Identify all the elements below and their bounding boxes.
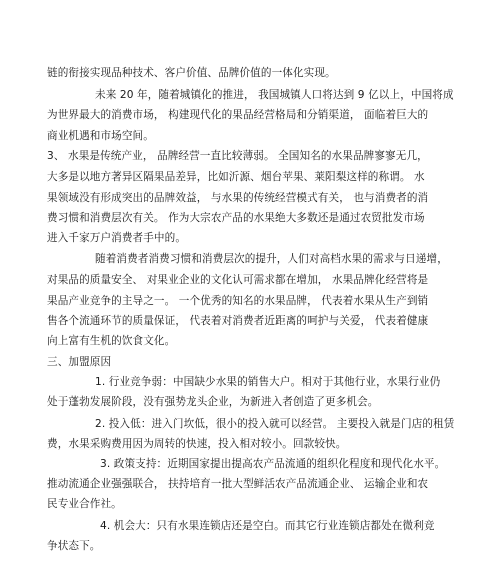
text-line-19: 费，水果采购费用因为周转的快速，投入相对较小。回款较快。 — [47, 437, 347, 450]
text-line-8: 费习惯和消费层次有关。 作为大宗农产品的水果绝大多数还是通过农贸批发市场 — [47, 211, 425, 224]
text-line-11: 对果品的质量安全、 对果业企业的文化认可需求都在增加， 水果品牌化经营将是 — [47, 273, 429, 286]
text-line-12: 果品产业竞争的主导之一。 一个优秀的知名的水果品牌， 代表着水果从生产到销 — [47, 294, 429, 307]
text-line-21: 推动流通企业强强联合， 扶持培育一批大型鲜活农产品流通企业、 运输企业和农 — [47, 478, 429, 491]
text-line-24: 争状态下。 — [47, 540, 101, 552]
text-line-14: 向上富有生机的饮食文化。 — [47, 334, 176, 347]
text-line-18: 2. 投入低：进入门坎低，很小的投入就可以经营。 主要投入就是门店的租赁 — [95, 417, 455, 430]
text-line-13: 售各个流通环节的质量保证， 代表着对消费者近距离的呵护与关爱， 代表着健康 — [47, 314, 429, 327]
text-line-10: 随着消费者消费习惯和消费层次的提升，人们对高档水果的需求与日递增， — [95, 252, 448, 265]
text-line-7: 果领域没有形成突出的品牌效益， 与水果的传统经营模式有关， 也与消费者的消 — [47, 191, 429, 204]
text-line-5: 3、 水果是传统产业， 品牌经营一直比较薄弱。 全国知名的水果品牌寥寥无几， — [47, 149, 428, 162]
text-line-4: 商业机遇和市场空间。 — [47, 129, 154, 142]
text-line-9: 进入千家万户消费者手中的。 — [47, 231, 187, 244]
text-line-1: 链的衔接实现品种技术、客户价值、品牌价值的一体化实现。 — [47, 67, 336, 79]
text-line-6: 大多是以地方著异区隔果品差异，比如沂源、烟台苹果、莱阳梨这样的称谓。 水 — [47, 170, 425, 183]
text-line-20: 3. 政策支持：近期国家提出提高农产品流通的组织化程度和现代化水平。 — [100, 457, 446, 470]
text-line-23: 4. 机会大：只有水果连锁店还是空白。而其它行业连锁店都处在微利竞 — [100, 519, 435, 532]
text-line-3: 为世界最大的消费市场， 构建现代化的果品经营格局和分销渠道， 面临着巨大的 — [47, 108, 429, 121]
text-line-16: 1. 行业竞争弱：中国缺少水果的销售大户。相对于其他行业，水果行业仍 — [95, 375, 441, 388]
text-line-22: 民专业合作社。 — [47, 498, 122, 511]
section-heading: 三、加盟原因 — [47, 355, 112, 368]
text-line-17: 处于蓬勃发展阶段，没有强势龙头企业，为新进入者创造了更多机会。 — [47, 396, 379, 408]
text-line-2: 未来 20 年，随着城镇化的推进， 我国城镇人口将达到 9 亿以上，中国将成 — [95, 88, 454, 101]
